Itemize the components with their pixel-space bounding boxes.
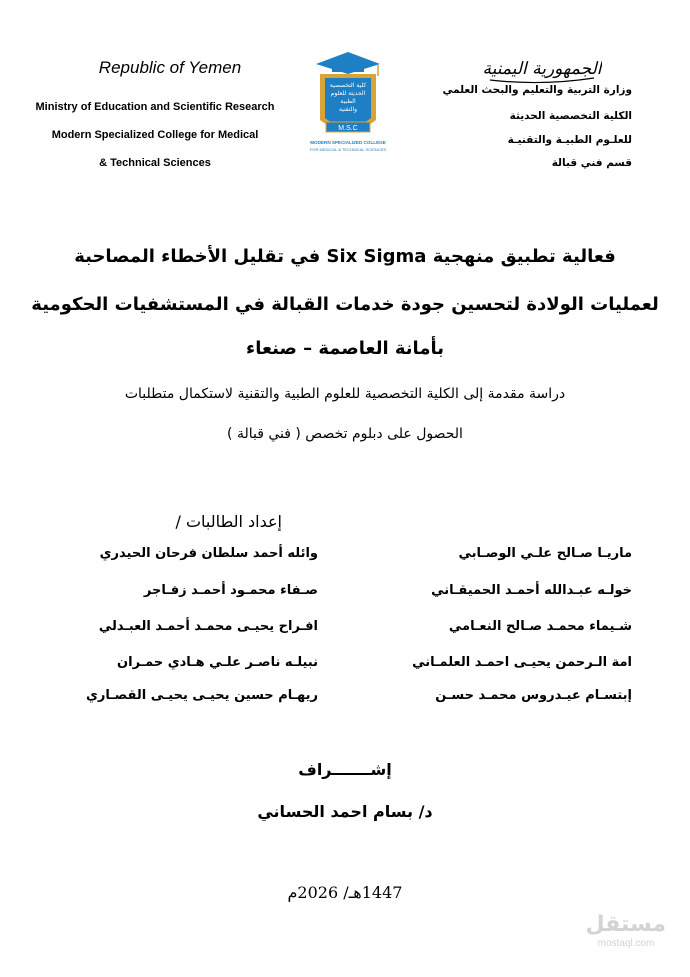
college-label-ar-line2: للعلـوم الطبيـة والتقنيـة: [507, 134, 632, 146]
logo-ar-line-3: الطبية: [340, 98, 356, 105]
submission-date: 1447هـ/ 2026م: [287, 883, 403, 902]
logo-en-line-2: FOR MEDICAL & TECHNICAL SCIENCES: [309, 147, 387, 152]
watermark: [586, 912, 666, 949]
prepared-by-label: إعداد الطالبات /: [175, 512, 282, 531]
student-name: خولـه عبـدالله أحمـد الحميقـاني: [431, 583, 632, 598]
student-name: ماريـا صـالح علـي الوصـابي: [458, 546, 632, 561]
student-name: ريهـام حسين يحيـى يحيـى القصـاري: [85, 688, 318, 703]
college-label-en-line2: & Technical Sciences: [99, 157, 211, 169]
thesis-title-line3: بأمانة العاصمة – صنعاء: [246, 338, 444, 359]
watermark-en: mostaql.com: [597, 938, 655, 949]
republic-label-ar: الجمهورية اليمنية: [482, 59, 602, 79]
college-label-en-line1: Modern Specialized College for Medical: [51, 129, 259, 141]
student-name: شـيماء محمـد صـالح النعـامي: [448, 619, 632, 634]
republic-label: Republic of Yemen: [98, 58, 242, 77]
supervision-label: إشـــــــراف: [298, 760, 392, 779]
college-logo-graphic: [300, 50, 396, 160]
study-description-line2: الحصول على دبلوم تخصص ( فني قبالة ): [227, 426, 463, 442]
college-label-ar-line1: الكلية التخصصية الحديثة: [509, 110, 632, 122]
student-name: إبتسـام عيـدروس محمـد حسـن: [435, 688, 632, 703]
logo-en-line-1: MODERN SPECIALIZED COLLEGE: [310, 140, 386, 145]
logo-ar-line-4: والتقنية: [338, 106, 358, 113]
republic-calligraphy: [482, 50, 602, 84]
ministry-label-en: Ministry of Education and Scientific Research: [35, 101, 275, 113]
study-description-line1: دراسة مقدمة إلى الكلية التخصصية للعلوم الطبية والتقنية لاستكمال متطلبات: [124, 386, 566, 402]
watermark-ar: مستقل: [585, 912, 666, 937]
student-name: صـفاء محمـود أحمـد زفـاجر: [143, 583, 318, 598]
supervisor-name: د/ بسام احمد الحساني: [257, 802, 433, 821]
logo-ar-line-2: الحديثة للعلوم: [330, 90, 366, 97]
logo-abbr: M.S.C: [338, 125, 358, 132]
student-name: افـراح يحيـى محمـد أحمـد العبـدلي: [98, 619, 318, 634]
college-logo: [300, 50, 396, 160]
thesis-title-line2: لعمليات الولادة لتحسين جودة خدمات القبالة في المستشفيات الحكومية: [31, 294, 659, 315]
student-name: نبيلـه ناصـر علـي هـادي حمـران: [117, 655, 318, 670]
logo-ar-line-1: كلية التخصصية: [329, 82, 367, 89]
student-name: امة الـرحمن يحيـى احمـد العلمـاني: [412, 655, 632, 670]
student-name: وائله أحمد سلطان فرحان الحيدري: [99, 546, 318, 561]
department-label: قسم فني قبالة: [551, 157, 632, 169]
ministry-label-ar: وزارة التربية والتعليم والبحث العلمي: [442, 84, 632, 96]
thesis-title-line1: فعالية تطبيق منهجية Six Sigma في تقليل الأخطاء المصاحبة: [74, 246, 616, 267]
